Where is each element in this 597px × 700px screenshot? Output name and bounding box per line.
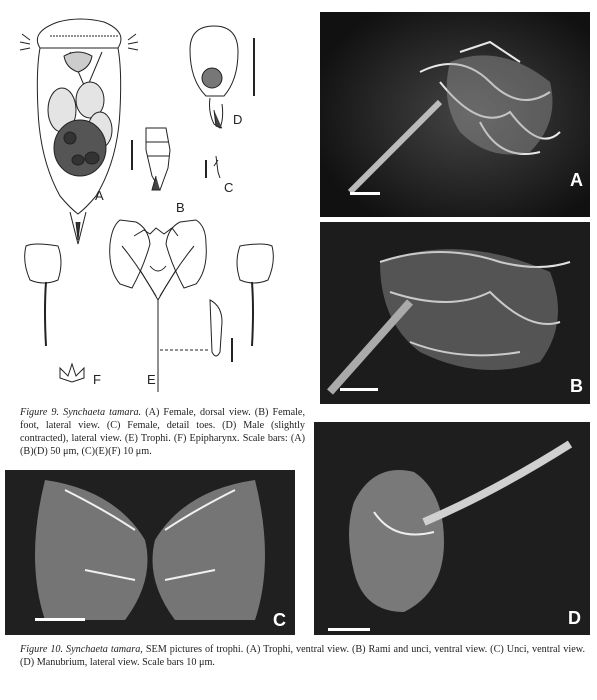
drawing-e-trophi [110,220,232,392]
sem-c-label: C [273,610,286,630]
figure9-caption-species: Synchaeta tamara. [63,407,142,418]
fig9-panel-c-label: C [224,180,234,195]
sem-b-label: B [570,376,583,396]
figure9-caption-title: Figure 9. [20,407,60,418]
figure9-caption [20,406,305,458]
sem-panel-a [320,12,590,217]
figure10-caption-species: Synchaeta tamara, [66,644,143,655]
sem-a-label: A [570,170,583,190]
sem-d-image [314,422,590,635]
drawing-b-foot [132,128,170,190]
figure9-caption-text: (A) Female, dorsal view. (B) Female, foot, lateral view. (C) Female, detail toes. (D) Male (slightly contracted), lateral view. (E) Trophi. (F) Epipharynx. Scale bars: (A)(B)(D) 50 μm, (C)(E)(F) 10 μm. [20,407,305,457]
figure10-caption [20,643,585,669]
drawing-d-male [190,26,254,128]
sem-b-image [320,222,590,404]
figure10-caption-text: SEM pictures of trophi. (A) Trophi, ventral view. (B) Rami and unci, ventral view. (C) Unci, ventral view. (D) Manubrium, lateral view. Scale bars 10 μm. [20,644,585,668]
drawing-c-toes [206,156,220,178]
sem-d-scale-bar [328,628,370,631]
fig9-panel-b-label: B [176,200,185,215]
sem-c-scale-bar [35,618,85,621]
fig9-panel-e-label: E [147,372,156,387]
drawing-f-epipharynx [60,364,84,382]
fig9-panel-a-label: A [95,188,104,203]
drawing-a-female-dorsal [20,19,138,244]
sem-panel-c [5,470,295,635]
sem-panel-d [314,422,590,635]
figure9-drawings [0,0,330,400]
fig9-panel-f-label: F [93,372,101,387]
drawing-e-manubrium-left [25,244,61,346]
drawing-e-manubrium-right [237,244,273,346]
sem-c-image [5,470,295,635]
sem-d-label: D [568,608,581,628]
fig9-panel-d-label: D [233,112,243,127]
figure10-caption-title: Figure 10. [20,644,64,655]
sem-a-scale-bar [350,192,380,195]
sem-panel-b [320,222,590,404]
sem-a-image [320,12,590,217]
sem-b-scale-bar [340,388,378,391]
